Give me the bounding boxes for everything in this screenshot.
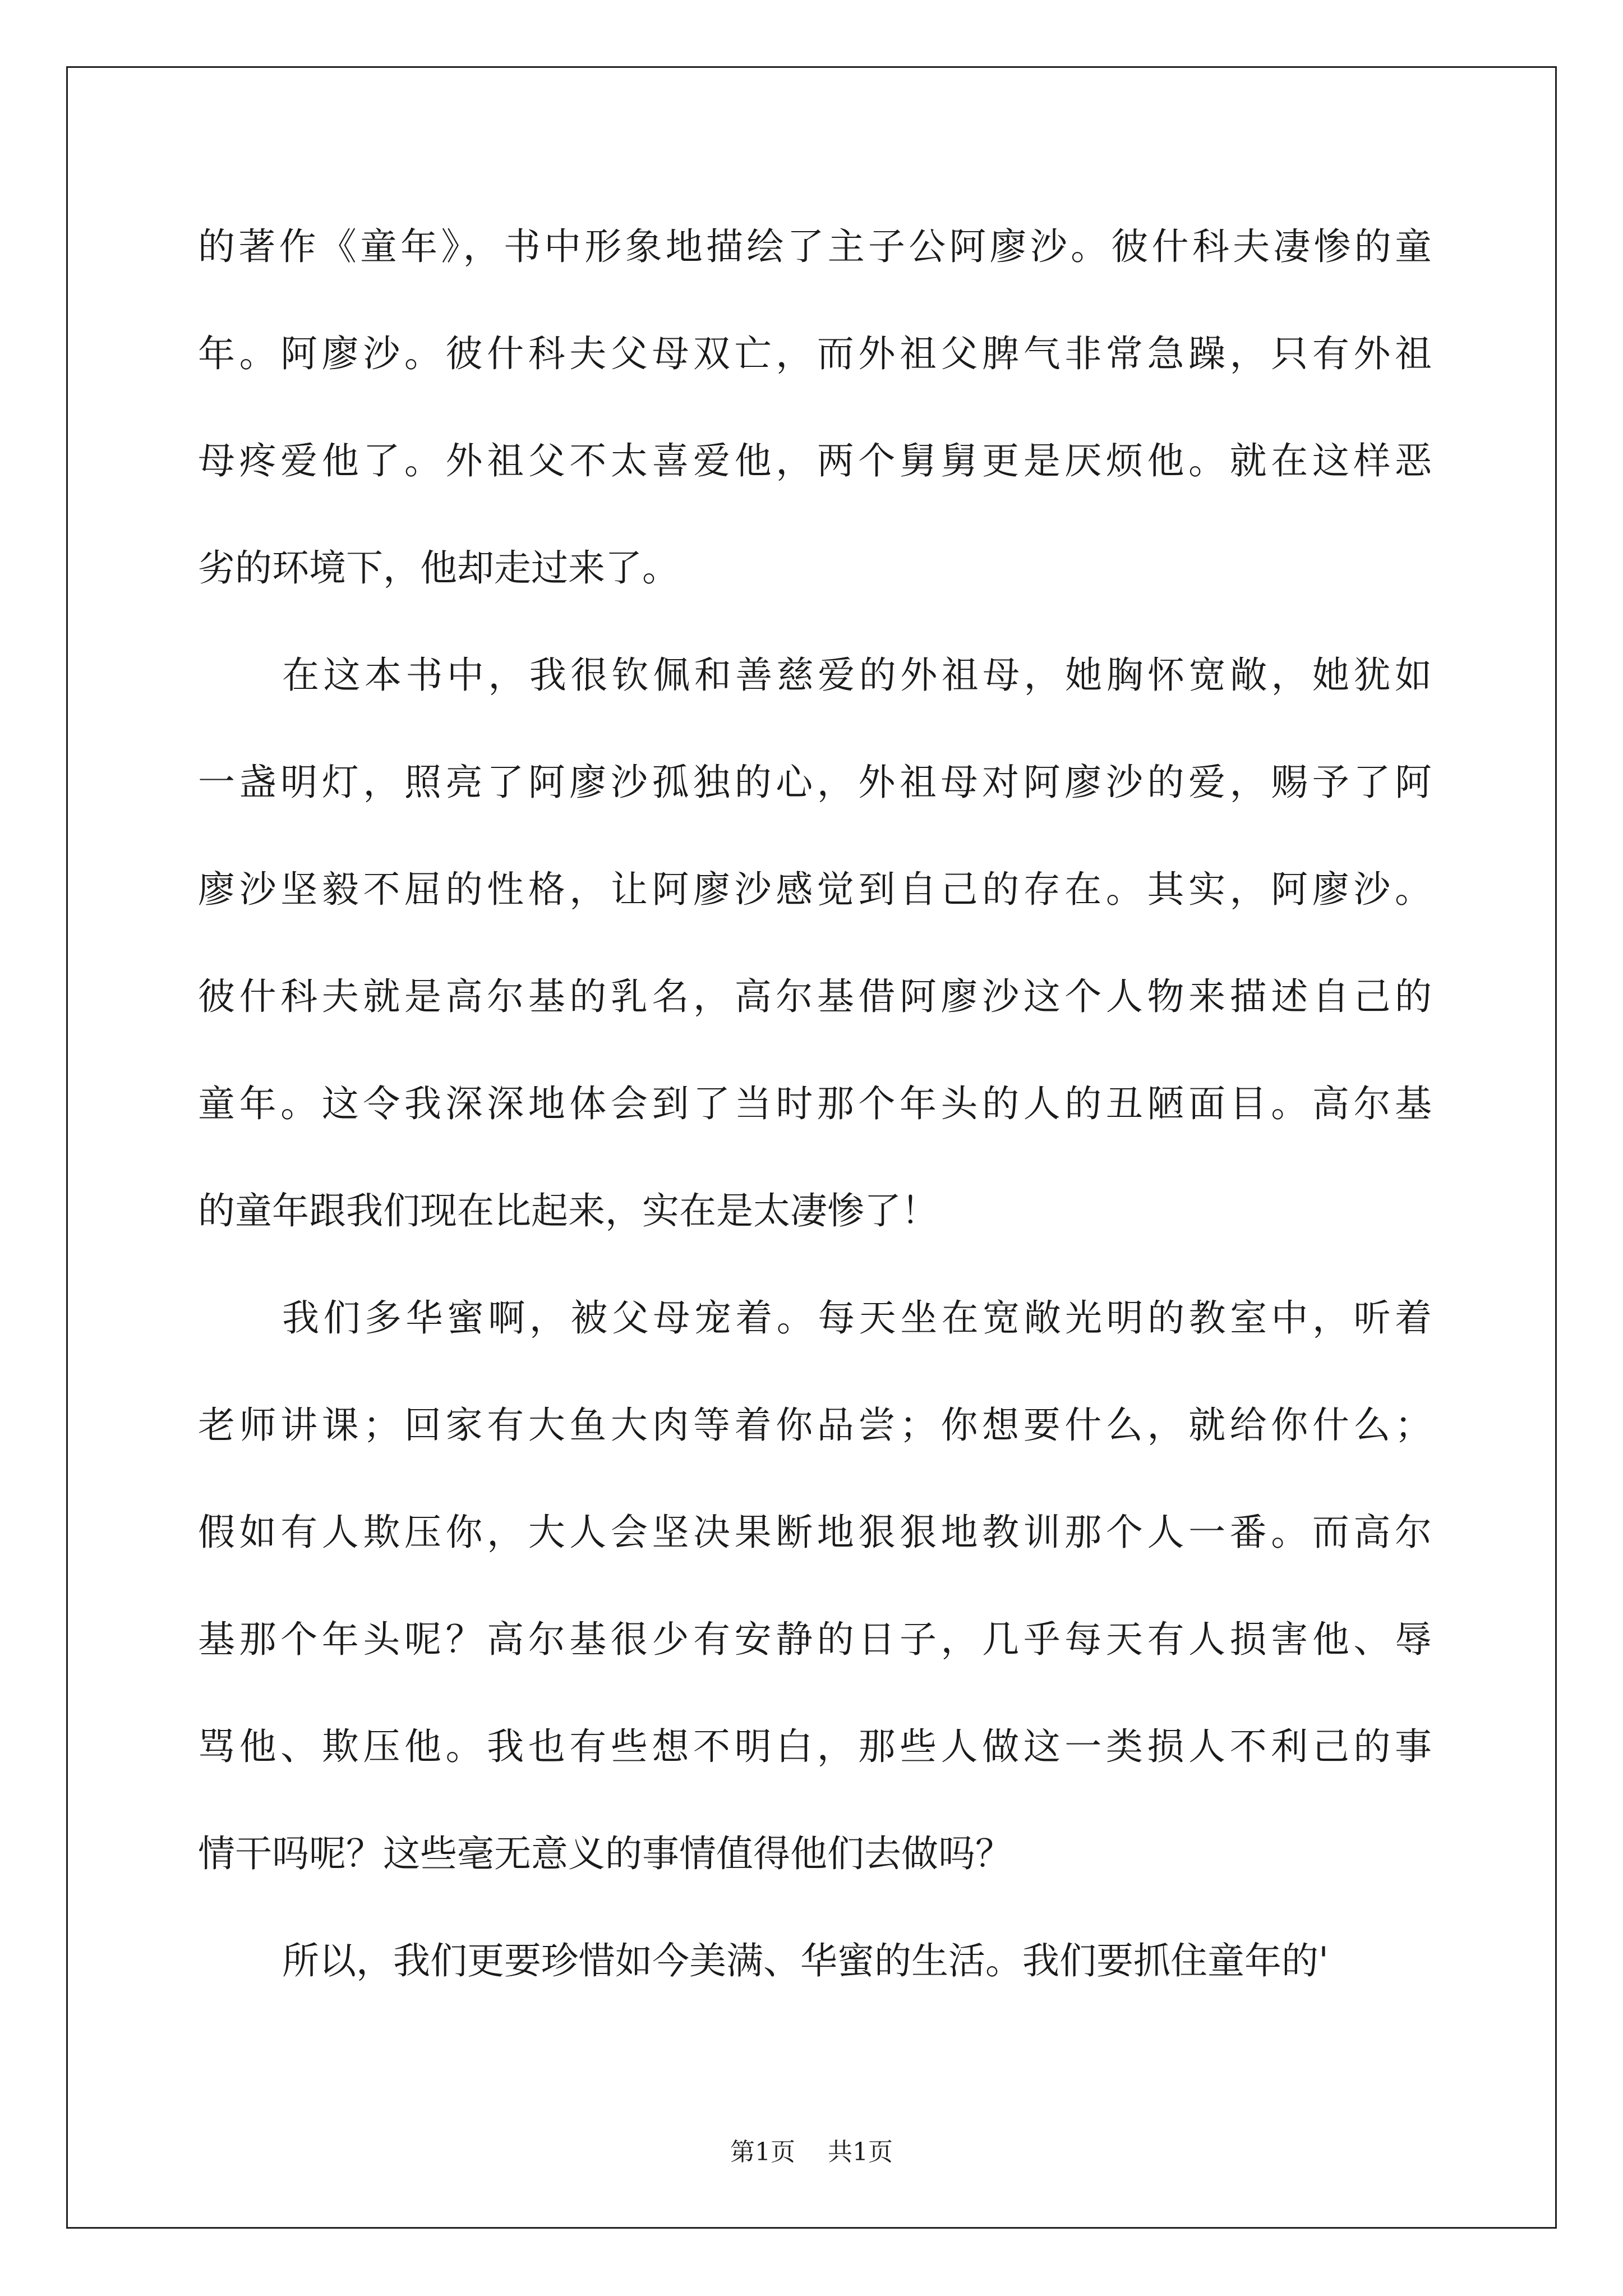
text-line: 老师讲课；回家有大鱼大肉等着你品尝；你想要什么，就给你什么； (198, 1404, 1432, 1447)
text-line: 假如有人欺压你，大人会坚决果断地狠狠地教训那个人一番。而高尔 (198, 1511, 1432, 1554)
text-line: 我们多华蜜啊，被父母宠着。每天坐在宽敞光明的教室中，听着 (282, 1296, 1432, 1340)
text-line: 彼什科夫就是高尔基的乳名，高尔基借阿廖沙这个人物来描述自己的 (198, 975, 1432, 1018)
text-line: 廖沙坚毅不屈的性格，让阿廖沙感觉到自己的存在。其实，阿廖沙。 (198, 868, 1432, 911)
text-line: 童年。这令我深深地体会到了当时那个年头的人的丑陋面目。高尔基 (198, 1082, 1432, 1125)
text-line: 所以，我们更要珍惜如今美满、华蜜的生活。我们要抓住童年的' (282, 1939, 1329, 1982)
text-line: 骂他、欺压他。我也有些想不明白，那些人做这一类损人不利己的事 (198, 1725, 1432, 1768)
page-footer (0, 2132, 1623, 2168)
text-line: 在这本书中，我很钦佩和善慈爱的外祖母，她胸怀宽敞，她犹如 (282, 654, 1432, 697)
page-total: 共1页 (828, 2138, 893, 2166)
text-line: 基那个年头呢？高尔基很少有安静的日子，几乎每天有人损害他、辱 (198, 1618, 1432, 1661)
document-body (198, 208, 1432, 2029)
text-line: 劣的环境下，他却走过来了。 (198, 546, 679, 590)
text-line: 年。阿廖沙。彼什科夫父母双亡，而外祖父脾气非常急躁，只有外祖 (198, 332, 1432, 375)
page-number: 第1页 (730, 2138, 795, 2166)
text-line: 一盏明灯，照亮了阿廖沙孤独的心，外祖母对阿廖沙的爱，赐予了阿 (198, 761, 1432, 804)
text-line: 母疼爱他了。外祖父不太喜爱他，两个舅舅更是厌烦他。就在这样恶 (198, 439, 1432, 482)
text-line: 情干吗呢？这些毫无意义的事情值得他们去做吗？ (198, 1832, 1012, 1875)
text-line: 的著作《童年》，书中形象地描绘了主子公阿廖沙。彼什科夫凄惨的童 (198, 225, 1432, 268)
text-line: 的童年跟我们现在比起来，实在是太凄惨了！ (198, 1189, 938, 1232)
